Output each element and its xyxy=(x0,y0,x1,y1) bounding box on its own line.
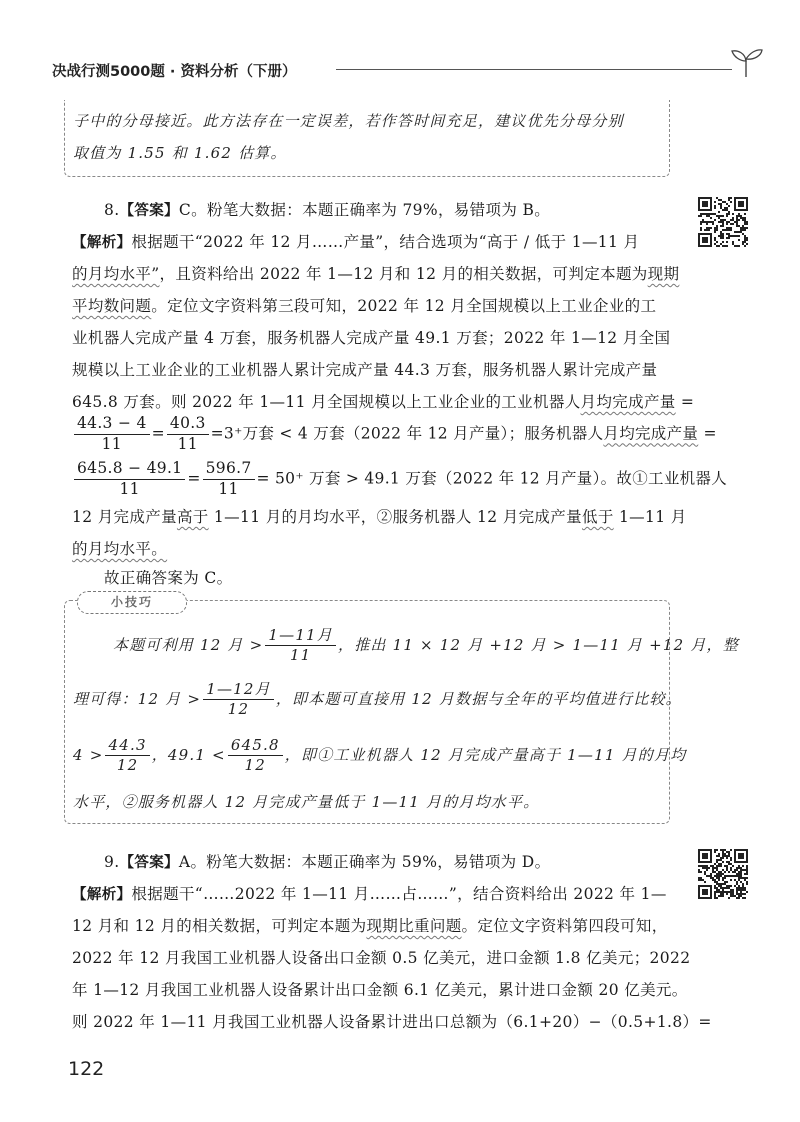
q8-analysis-line xyxy=(72,505,687,527)
emphasis-text: 月均完成产量 xyxy=(603,424,699,443)
tip-box xyxy=(64,595,739,824)
q9-analysis-line xyxy=(72,882,667,904)
emphasis-text: 低于 xyxy=(581,508,614,526)
fraction: $\frac{645.8}{12}$ xyxy=(228,737,283,775)
analysis-text: 1—11 月的月均水平，②服务机器人 12 月完成产量 xyxy=(208,508,582,526)
fraction: $\frac{40.3}{11}$ xyxy=(167,415,209,454)
analysis-text: 根据题干“……2022 年 1—11 月……占……”，结合资料给出 2022 年 1— xyxy=(131,885,667,903)
fraction: $\frac{44.3}{12}$ xyxy=(105,737,149,775)
q8-formula-line xyxy=(72,415,717,454)
tip-line: 4 > $\frac{44.3}{12}$ ，49.1 < $\frac{645.8}{12}$ ，即①工业机器人 12 月完成产量高于 1—11 月的月均 xyxy=(73,736,687,775)
emphasis-text: 高于 xyxy=(176,508,209,526)
fraction: $\frac{596.7}{11}$ xyxy=(203,460,255,499)
fraction: $\frac{645.8 - 49.1}{11}$ xyxy=(74,460,185,499)
question-number: 8. xyxy=(104,201,120,219)
equals-sign: = xyxy=(187,469,201,488)
analysis-text: ，且资料给出 2022 年 1—12 月和 12 月的相关数据，可判定本题为 xyxy=(159,265,648,283)
note-line: 取值为 1.55 和 1.62 估算。 xyxy=(73,144,287,162)
analysis-text: 。定位文字资料第三段可知，2022 年 12 月全国规模以上工业企业的工 xyxy=(151,297,657,315)
note-box-continued xyxy=(64,100,670,177)
analysis-text: =3⁺万套 < 4 万套（2022 年 12 月产量）；服务机器人 xyxy=(210,424,604,443)
qr-code-icon xyxy=(698,849,748,899)
analysis-text: 1—11 月 xyxy=(613,508,687,526)
emphasis-text: 现期 xyxy=(647,265,680,283)
emphasis-text: 现期比重问题 xyxy=(366,917,462,935)
q8-analysis-line xyxy=(72,537,167,559)
answer-label: 【答案】 xyxy=(119,203,179,219)
q8-analysis-line xyxy=(72,230,639,252)
answer-text: C。粉笔大数据：本题正确率为 79%，易错项为 B。 xyxy=(178,201,551,219)
q9-answer xyxy=(104,850,550,872)
qr-code-icon xyxy=(698,197,748,247)
answer-text: A。粉笔大数据：本题正确率为 59%，易错项为 D。 xyxy=(178,853,551,871)
question-number: 9. xyxy=(104,853,120,871)
q9-analysis-line: 则 2022 年 1—11 月我国工业机器人设备累计进出口总额为（6.1+20）−（0.5+1.8）= xyxy=(72,1013,712,1031)
emphasis-text: 的月均水平。 xyxy=(72,540,168,558)
analysis-text: 12 月和 12 月的相关数据，可判定本题为 xyxy=(72,917,367,935)
emphasis-text: 月均完成产量 xyxy=(580,393,676,411)
note-line: 子中的分母接近。此方法存在一定误差，若作答时间充足，建议优先分母分别 xyxy=(73,112,624,130)
analysis-text: = 50⁺ 万套 > 49.1 万套（2022 年 12 月产量）。故①工业机器人 xyxy=(256,469,728,488)
q9-analysis-line: 2022 年 12 月我国工业机器人设备出口金额 0.5 亿美元，进口金额 1.8 亿美元；2022 xyxy=(72,949,691,967)
analysis-label: 【解析】 xyxy=(72,235,132,251)
book-title: 决战行测5000题 · 资料分析（下册） xyxy=(52,64,297,80)
sprout-icon xyxy=(726,45,766,79)
analysis-text: 根据题干“2022 年 12 月……产量”，结合选项为“高于 / 低于 1—11 月 xyxy=(131,233,640,251)
q9-analysis-line xyxy=(72,914,668,936)
analysis-label: 【解析】 xyxy=(72,887,132,903)
tip-badge: 小技巧 xyxy=(77,591,187,614)
fraction: $\frac{44.3 - 4}{11}$ xyxy=(74,415,150,454)
q8-analysis-line: 业机器人完成产量 4 万套，服务机器人完成产量 49.1 万套；2022 年 1—12 月全国 xyxy=(72,329,671,347)
analysis-text: 645.8 万套。则 2022 年 1—11 月全国规模以上工业企业的工业机器人 xyxy=(72,393,581,411)
tip-line: 本题可利用 12 月 > $\frac{\text{1—11月}}{11}$ ，推出 11 × 12 月 +12 月 > 1—11 月 +12 月，整 xyxy=(113,626,739,665)
q8-conclusion: 故正确答案为 C。 xyxy=(104,569,233,587)
answer-label: 【答案】 xyxy=(119,855,179,871)
tip-line: 理可得：12 月 > $\frac{\text{1—12月}}{12}$ ，即本题可直接用 12 月数据与全年的平均值进行比较。 xyxy=(73,680,682,719)
q8-analysis-line xyxy=(72,390,694,412)
header-rule xyxy=(336,69,732,70)
q8-answer xyxy=(104,198,550,220)
q8-analysis-line xyxy=(72,294,656,316)
running-header xyxy=(36,55,766,85)
fraction: $\frac{\text{1—12月}}{12}$ xyxy=(203,681,274,719)
q8-formula-line xyxy=(72,460,727,499)
q8-analysis-line xyxy=(72,262,679,284)
page-number: 122 xyxy=(68,1058,105,1080)
tip-line: 水平，②服务机器人 12 月完成产量低于 1—11 月的月均水平。 xyxy=(73,793,540,811)
fraction: $\frac{\text{1—11月}}{11}$ xyxy=(265,627,336,665)
q8-analysis-line: 规模以上工业企业的工业机器人累计完成产量 44.3 万套，服务机器人累计完成产量 xyxy=(72,361,658,379)
analysis-text: 12 月完成产量 xyxy=(72,508,177,526)
analysis-text: = xyxy=(675,393,695,411)
equals-sign: = xyxy=(151,424,165,443)
emphasis-text: 的月均水平” xyxy=(72,265,160,283)
q9-analysis-line: 年 1—12 月我国工业机器人设备累计出口金额 6.1 亿美元，累计进口金额 20 亿美元。 xyxy=(72,981,688,999)
analysis-text: 。定位文字资料第四段可知， xyxy=(461,917,668,935)
emphasis-text: 平均数问题 xyxy=(72,297,152,315)
analysis-text: = xyxy=(698,424,717,443)
